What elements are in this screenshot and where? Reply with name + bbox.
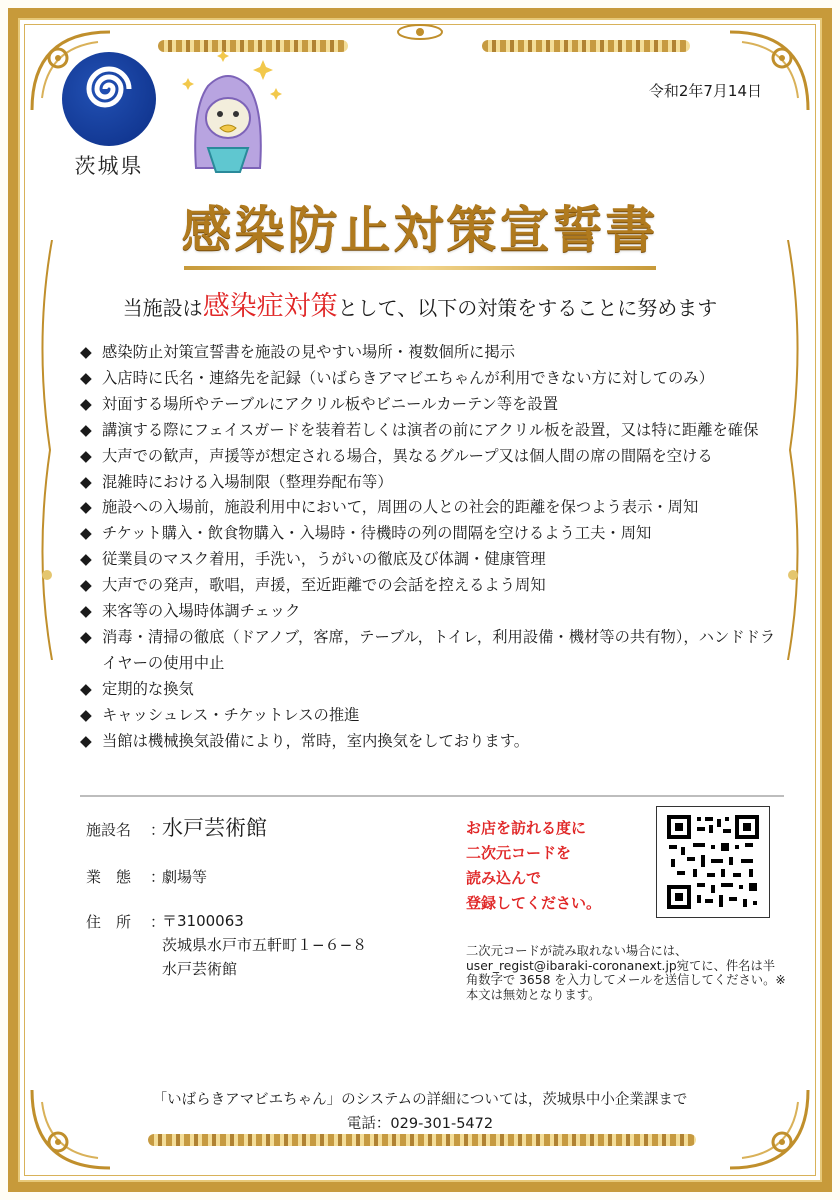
diamond-bullet-icon: ◆ bbox=[80, 576, 92, 595]
postal-code: 〒3100063 bbox=[162, 912, 244, 930]
diamond-bullet-icon: ◆ bbox=[80, 472, 92, 491]
list-item: ◆ キャッシュレス・チケットレスの推進 bbox=[80, 703, 780, 729]
business-type-label: 業 態 bbox=[86, 868, 132, 886]
list-item: ◆ 来客等の入場時体調チェック bbox=[80, 599, 780, 625]
amabie-mascot-icon bbox=[168, 48, 288, 178]
intro-statement bbox=[0, 284, 840, 323]
diamond-bullet-icon: ◆ bbox=[80, 394, 92, 413]
diamond-bullet-icon: ◆ bbox=[80, 343, 92, 361]
prefecture-emblem bbox=[62, 52, 156, 146]
qr-instruction: お店を訪れる度に 二次元コードを 読み込んで 登録してください。 bbox=[466, 819, 602, 912]
diamond-bullet-icon: ◆ bbox=[80, 731, 92, 750]
business-type: 劇場等 bbox=[162, 868, 208, 886]
issue-date: 令和2年7月14日 bbox=[648, 82, 762, 100]
diamond-bullet-icon: ◆ bbox=[80, 602, 92, 621]
address-row bbox=[86, 911, 367, 981]
diamond-bullet-icon: ◆ bbox=[80, 705, 92, 724]
intro-emphasis: 感染症対策 bbox=[202, 291, 338, 322]
footer-phone: 電話：029-301-5472 bbox=[346, 1116, 494, 1132]
list-item: ◆ 当館は機械換気設備により，常時，室内換気をしております。 bbox=[80, 729, 780, 755]
facility-name-row bbox=[86, 812, 367, 842]
list-item: ◆ 従業員のマスク着用，手洗い，うがいの徹底及び体調・健康管理 bbox=[80, 547, 780, 573]
address-label: 住 所 bbox=[86, 913, 132, 931]
list-item: ◆ チケット購入・飲食物購入・入場時・待機時の列の間隔を空けるよう工夫・周知 bbox=[80, 521, 780, 547]
diamond-bullet-icon: ◆ bbox=[80, 524, 92, 543]
spiral-icon bbox=[62, 52, 156, 146]
facility-name-label: 施設名 bbox=[86, 821, 132, 839]
list-item: ◆ 消毒・清掃の徹底（ドアノブ，客席，テーブル，トイレ，利用設備・機材等の共有物），ハンドドライヤーの使用中止 bbox=[80, 625, 780, 677]
address-lines bbox=[162, 909, 367, 981]
colon: ： bbox=[150, 868, 166, 886]
list-item: ◆ 入店時に氏名・連絡先を記録（いばらきアマビエちゃんが利用できない方に対してのみ） bbox=[80, 366, 780, 392]
measures-list bbox=[80, 340, 780, 755]
list-item: ◆ 大声での発声，歌唱，声援，至近距離での会話を控えるよう周知 bbox=[80, 573, 780, 599]
diamond-bullet-icon: ◆ bbox=[80, 627, 92, 646]
top-center-ornament bbox=[396, 22, 444, 42]
list-item: ◆ 定期的な換気 bbox=[80, 677, 780, 703]
footer-contact-note: 「いばらきアマビエちゃん」のシステムの詳細については，茨城県中小企業課まで bbox=[152, 1092, 688, 1108]
list-item: ◆ 講演する際にフェイスガードを装着若しくは演者の前にアクリル板を設置，又は特に距離を確保 bbox=[80, 418, 780, 444]
intro-suffix: として、以下の対策をすることに努めます bbox=[337, 296, 718, 320]
corner-ornament-tr bbox=[726, 28, 812, 114]
intro-prefix: 当施設は bbox=[122, 296, 203, 320]
diamond-bullet-icon: ◆ bbox=[80, 498, 92, 517]
diamond-bullet-icon: ◆ bbox=[80, 368, 92, 387]
facility-name: 水戸芸術館 bbox=[162, 816, 267, 840]
colon: ： bbox=[150, 821, 166, 839]
list-item: ◆ 混雑時における入場制限（整理券配布等） bbox=[80, 470, 780, 496]
top-ornament-right bbox=[482, 40, 690, 52]
business-type-row bbox=[86, 866, 367, 887]
diamond-bullet-icon: ◆ bbox=[80, 446, 92, 465]
list-item: ◆ 施設への入場前，施設利用中において，周囲の人との社会的距離を保つよう表示・周知 bbox=[80, 495, 780, 521]
title-underline bbox=[184, 266, 656, 270]
section-divider bbox=[80, 795, 784, 797]
diamond-bullet-icon: ◆ bbox=[80, 550, 92, 569]
list-item: ◆ 大声での歓声，声援等が想定される場合，異なるグループ又は個人間の席の間隔を空ける bbox=[80, 444, 780, 470]
diamond-bullet-icon: ◆ bbox=[80, 420, 92, 439]
prefecture-logo bbox=[62, 52, 156, 182]
title-block bbox=[0, 190, 840, 270]
list-item: ◆ 対面する場所やテーブルにアクリル板やビニールカーテン等を設置 bbox=[80, 392, 780, 418]
colon: ： bbox=[150, 913, 166, 931]
qr-code-icon[interactable] bbox=[656, 806, 770, 918]
address-street: 茨城県水戸市五軒町１−６−８ bbox=[162, 936, 368, 954]
address-building: 水戸芸術館 bbox=[162, 960, 238, 978]
qr-fallback-note: 二次元コードが読み取れない場合には、user_regist@ibaraki-coronanext.jp宛てに、件名は半角数字で 3658 を入力してメールを送信してください。※本文は無効となります。 bbox=[466, 944, 786, 1002]
footer bbox=[0, 1088, 840, 1136]
facility-info bbox=[86, 812, 367, 1005]
diamond-bullet-icon: ◆ bbox=[80, 679, 92, 698]
list-item: ◆ 感染防止対策宣誓書を施設の見やすい場所・複数個所に掲示 bbox=[80, 340, 780, 366]
document-title: 感染防止対策宣誓書 bbox=[181, 200, 659, 259]
prefecture-name: 茨城県 bbox=[74, 154, 144, 178]
